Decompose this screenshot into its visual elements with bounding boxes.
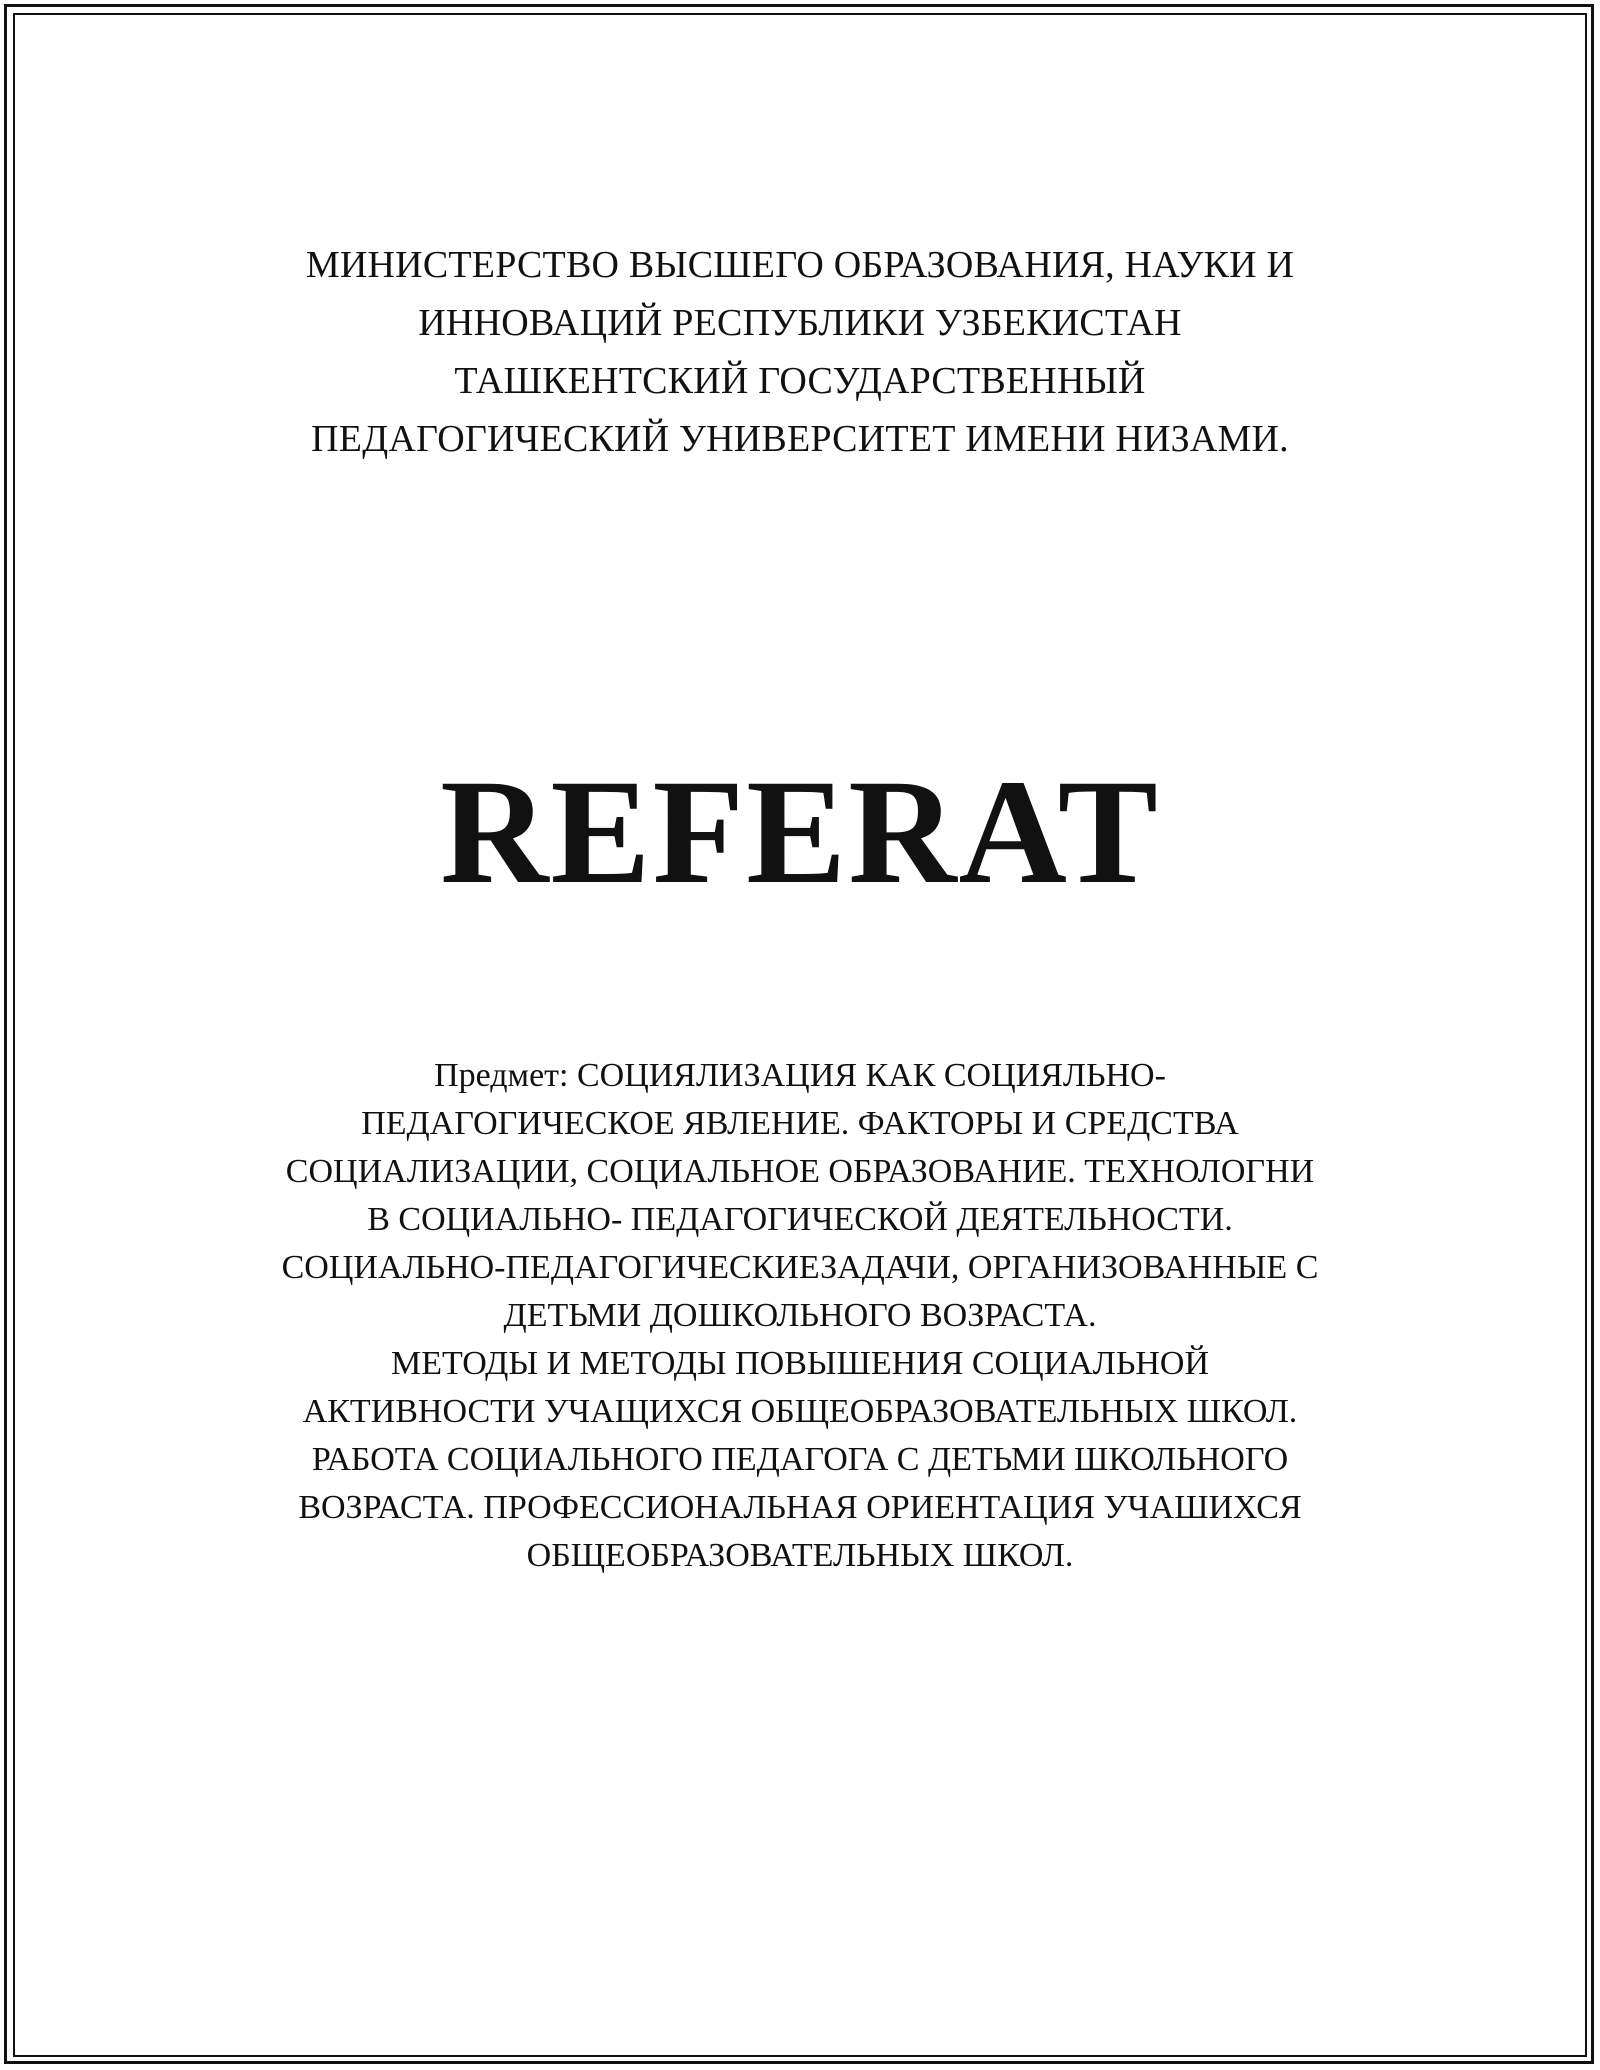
header-line: ИННОВАЦИЙ РЕСПУБЛИКИ УЗБЕКИСТАН — [418, 302, 1182, 344]
header-line: МИНИСТЕРСТВО ВЫСШЕГО ОБРАЗОВАНИЯ, НАУКИ И — [305, 244, 1295, 286]
subject-line: ДЕТЬМИ ДОШКОЛЬНОГО ВОЗРАСТА. — [503, 1297, 1097, 1334]
subject-line: ОБЩЕОБРАЗОВАТЕЛЬНЫХ ШКОЛ. — [526, 1537, 1074, 1574]
subject-line: ПЕДАГОГИЧЕСКОЕ ЯВЛЕНИЕ. ФАКТОРЫ И СРЕДСТВА — [361, 1105, 1239, 1142]
subject-line: АКТИВНОСТИ УЧАЩИХСЯ ОБЩЕОБРАЗОВАТЕЛЬНЫХ ШКОЛ. — [302, 1393, 1298, 1430]
subject-line: РАБОТА СОЦИАЛЬНОГО ПЕДАГОГА С ДЕТЬМИ ШКОЛЬНОГО — [311, 1441, 1289, 1478]
subject-line: ВОЗРАСТА. ПРОФЕССИОНАЛЬНАЯ ОРИЕНТАЦИЯ УЧАШИХСЯ — [298, 1489, 1302, 1526]
subject-description — [0, 1052, 1600, 1580]
subject-line: В СОЦИАЛЬНО- ПЕДАГОГИЧЕСКОЙ ДЕЯТЕЛЬНОСТИ. — [367, 1201, 1233, 1238]
header-line: ПЕДАГОГИЧЕСКИЙ УНИВЕРСИТЕТ ИМЕНИ НИЗАМИ. — [311, 418, 1289, 460]
header-line: ТАШКЕНТСКИЙ ГОСУДАРСТВЕННЫЙ — [454, 360, 1146, 402]
subject-line: МЕТОДЫ И МЕТОДЫ ПОВЫШЕНИЯ СОЦИАЛЬНОЙ — [390, 1345, 1210, 1382]
subject-line: Предмет: СОЦИЯЛИЗАЦИЯ КАК СОЦИЯЛЬНО- — [434, 1057, 1166, 1094]
subject-line: СОЦИАЛИЗАЦИИ, СОЦИАЛЬНОЕ ОБРАЗОВАНИЕ. ТЕХНОЛОГНИ — [285, 1153, 1315, 1190]
subject-line: СОЦИАЛЬНО-ПЕДАГОГИЧЕСКИЕЗАДАЧИ, ОРГАНИЗОВАННЫЕ С — [281, 1249, 1319, 1286]
institution-header — [0, 236, 1600, 468]
document-title: REFERAT — [440, 749, 1160, 915]
